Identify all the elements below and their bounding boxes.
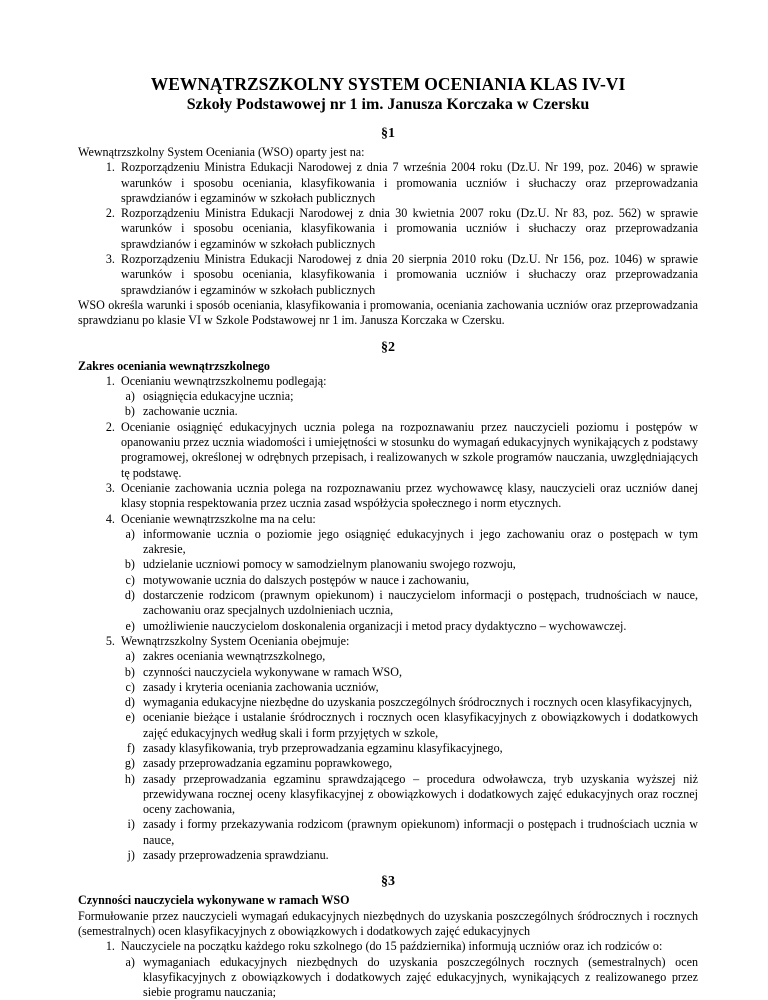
sub-list-item: e. ocenianie bieżące i ustalanie śródrocznych i rocznych ocen klasyfikacyjnych z obowiązkowych i dodatkowych zajęć edukacyjnych według skali i form przyjętych w szkole,: [141, 710, 698, 741]
section-3-mark: §3: [381, 874, 395, 890]
sub-list: [121, 649, 698, 863]
section-2-list: [78, 374, 698, 864]
sub-list-item: j. zasady przeprowadzenia sprawdzianu.: [141, 848, 698, 863]
list-item-text: Nauczyciele na początku każdego roku szkolnego (do 15 października) informują uczniów oraz ich rodziców o:: [121, 939, 663, 954]
list-item-text: Ocenianiu wewnątrzszkolnemu podlegają:: [121, 373, 327, 388]
sub-list-item: d. wymagania edukacyjne niezbędne do uzyskania poszczególnych śródrocznych i rocznych ocen klasyfikacyjnych,: [141, 695, 698, 710]
sub-list-item: d. dostarczenie rodzicom (prawnym opiekunom) i nauczycielom informacji o postępach, trudnościach w nauce, zachowaniu oraz specjalnych uzdolnieniach ucznia,: [141, 588, 698, 619]
section-1-intro: Wewnątrzszkolny System Oceniania (WSO) oparty jest na:: [78, 145, 365, 159]
sub-list-item: h. zasady przeprowadzania egzaminu sprawdzającego – procedura odwoławcza, tryb uzyskania wyższej niż przewidywana rocznej oceny klasyfikacyjnej z obowiązkowych i dodatkowych zajęć edukacyjnych oraz rocznej oceny zachowania,: [141, 772, 698, 818]
sub-list-item: e. umożliwienie nauczycielom doskonalenia organizacji i metod pracy dydaktyczno – wychowawczej.: [141, 619, 698, 634]
section-1-closing: WSO określa warunki i sposób oceniania, klasyfikowania i promowania, oceniania zachowania uczniów oraz przeprowadzania sprawdzianu po klasie VI w Szkole Podstawowej nr 1 im. Janusza Korczaka w Czersku.: [78, 297, 698, 328]
sub-list-item: b. udzielanie uczniowi pomocy w samodzielnym planowaniu swojego rozwoju,: [141, 557, 698, 572]
document-title: WEWNĄTRZSZKOLNY SYSTEM OCENIANIA KLAS IV-VI: [150, 74, 626, 94]
section-2-heading: Zakres oceniania wewnątrzszkolnego: [78, 358, 270, 373]
sub-list-item: c. zasady i kryteria oceniania zachowania uczniów,: [141, 680, 698, 695]
section-2-mark: §2: [381, 339, 395, 355]
list-item-text: Wewnątrzszkolny System Oceniania obejmuje:: [121, 633, 350, 648]
document-subtitle: Szkoły Podstawowej nr 1 im. Janusza Korczaka w Czersku: [186, 96, 590, 113]
list-item: 2. Ocenianie osiągnięć edukacyjnych ucznia polega na rozpoznawaniu przez nauczycieli poziomu i postępów w opanowaniu przez ucznia wiadomości i umiejętności w stosunku do wymagań edukacyjnych wynikających z podstawy programowej, określonej w odrębnych przepisach, i realizowanych w szkole programów nauczania, uwzględniających tę podstawę.: [121, 420, 698, 481]
sub-list-item: g. zasady przeprowadzania egzaminu poprawkowego,: [141, 756, 698, 771]
sub-list: [121, 389, 698, 420]
section-3-list: [78, 939, 698, 1000]
sub-list-item: i. zasady i formy przekazywania rodzicom (prawnym opiekunom) informacji o postępach i trudnościach ucznia w nauce,: [141, 817, 698, 848]
section-1-mark: §1: [381, 126, 395, 141]
list-item: 2. Rozporządzeniu Ministra Edukacji Narodowej z dnia 30 kwietnia 2007 roku (Dz.U. Nr 83, poz. 562) w sprawie warunków i sposobu oceniania, klasyfikowania i promowania uczniów i słuchaczy oraz przeprowadzania sprawdzianów i egzaminów w szkołach publicznych: [121, 206, 698, 252]
list-item: [121, 634, 698, 863]
sub-list: [121, 955, 698, 1000]
list-item: [121, 374, 698, 420]
list-item: 3. Ocenianie zachowania ucznia polega na rozpoznawaniu przez wychowawcę klasy, nauczycieli oraz uczniów danej klasy stopnia respektowania przez ucznia zasad współżycia społecznego i norm etycznych.: [121, 481, 698, 512]
sub-list-item: b. czynności nauczyciela wykonywane w ramach WSO,: [141, 665, 698, 680]
sub-list: [121, 527, 698, 634]
list-item: [121, 939, 698, 1000]
list-item: [121, 512, 698, 634]
sub-list-item: f. zasady klasyfikowania, tryb przeprowadzania egzaminu klasyfikacyjnego,: [141, 741, 698, 756]
section-3-heading: Czynności nauczyciela wykonywane w ramach WSO: [78, 893, 350, 908]
list-item: 3. Rozporządzeniu Ministra Edukacji Narodowej z dnia 20 sierpnia 2010 roku (Dz.U. Nr 156, poz. 1046) w sprawie warunków i sposobu oceniania, klasyfikowania i promowania uczniów i słuchaczy oraz przeprowadzania sprawdzianów i egzaminów w szkołach publicznych: [121, 252, 698, 298]
sub-list-item: a. wymaganiach edukacyjnych niezbędnych do uzyskania poszczególnych rocznych (semestralnych) ocen klasyfikacyjnych z obowiązkowych i dodatkowych zajęć edukacyjnych, wynikających z realizowanego przez siebie programu nauczania;: [141, 955, 698, 1000]
list-item-text: Ocenianie wewnątrzszkolne ma na celu:: [121, 511, 316, 526]
sub-list-item: a. informowanie ucznia o poziomie jego osiągnięć edukacyjnych i jego zachowaniu oraz o postępach w tym zakresie,: [141, 527, 698, 558]
sub-list-item: b. zachowanie ucznia.: [141, 404, 698, 419]
section-3-intro: Formułowanie przez nauczycieli wymagań edukacyjnych niezbędnych do uzyskania poszczególnych śródrocznych i rocznych (semestralnych) ocen klasyfikacyjnych z obowiązkowych i dodatkowych zajęć edukacyjnych: [78, 908, 698, 938]
document-page: [78, 74, 698, 1000]
list-item: 1. Rozporządzeniu Ministra Edukacji Narodowej z dnia 7 września 2004 roku (Dz.U. Nr 199, poz. 2046) w sprawie warunków i sposobu oceniania, klasyfikowania i promowania uczniów i słuchaczy oraz przeprowadzania sprawdzianów i egzaminów w szkołach publicznych: [121, 160, 698, 206]
sub-list-item: c. motywowanie ucznia do dalszych postępów w nauce i zachowaniu,: [141, 573, 698, 588]
section-1-list: [78, 160, 698, 298]
sub-list-item: a. zakres oceniania wewnątrzszkolnego,: [141, 649, 698, 664]
sub-list-item: a. osiągnięcia edukacyjne ucznia;: [141, 389, 698, 404]
